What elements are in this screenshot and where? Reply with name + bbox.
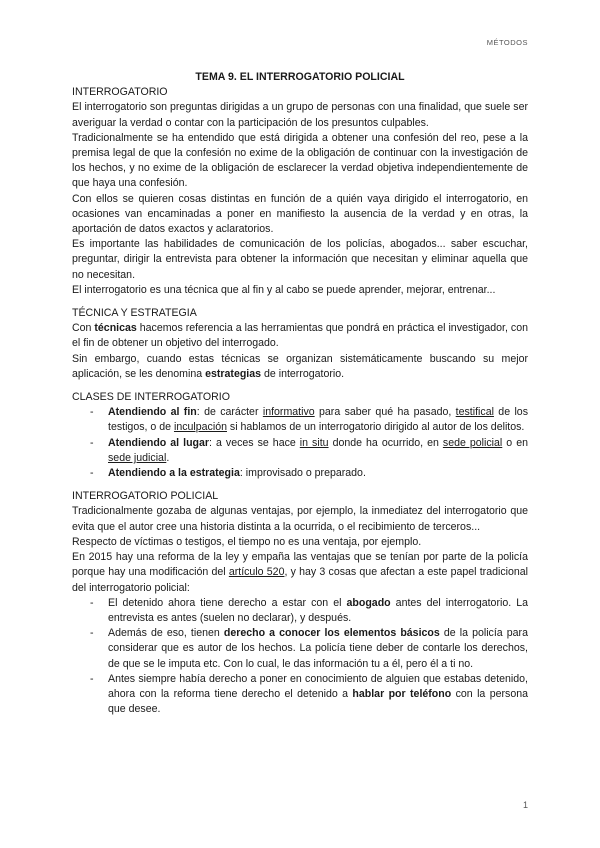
section-heading-interrogatorio: INTERROGATORIO — [72, 86, 168, 99]
paragraph: Con técnicas hacemos referencia a las herramientas que pondrá en práctica el investigador, con el fin de obtener un objetivo del interrogado. — [72, 322, 528, 350]
paragraph: Con ellos se quieren cosas distintas en función de a quién vaya dirigido el interrogatorio, en ocasiones van encaminadas a poner en manifiesto la ausencia de la verdad y en otras, la aportación de datos exactos y aclaratorios. — [72, 192, 528, 236]
list-item: - Además de eso, tienen derecho a conocer los elementos básicos de la policía para considerar que es autor de los hechos. La policía tiene deber de contarle los derechos, de que se le imputa etc. Con lo cual, le das información tu a él, pero él a ti no. — [90, 627, 528, 670]
page-number: 1 — [522, 800, 528, 810]
list-item: - Atendiendo al fin: de carácter informativo para saber qué ha pasado, testifical de los testigos, o de inculpación si hablamos de un interrogatorio dirigido al autor de los delitos. — [90, 406, 528, 434]
running-header: MÉTODOS — [486, 38, 528, 47]
paragraph: En 2015 hay una reforma de la ley y empaña las ventajas que se tenían por parte de la policía porque hay una modificación del artículo 520, y hay 3 cosas que afectan a este papel tradicional del interrogatorio policial: — [72, 551, 529, 594]
list-item: - Antes siempre había derecho a poner en conocimiento de alguien que estabas detenido, ahora con la reforma tiene derecho el detenido a hablar por teléfono con la persona que desee. — [90, 672, 528, 716]
list-item: - Atendiendo a la estrategia: improvisado o preparado. — [90, 467, 366, 480]
list-clases — [72, 405, 528, 481]
section-heading-policial: INTERROGATORIO POLICIAL — [72, 490, 219, 503]
paragraph: Respecto de víctimas o testigos, el tiempo no es una ventaja, por ejemplo. — [72, 535, 422, 548]
list-item: - El detenido ahora tiene derecho a estar con el abogado antes del interrogatorio. La entrevista es antes (suelen no declarar), y después. — [90, 596, 528, 624]
section-heading-tecnica: TÉCNICA Y ESTRATEGIA — [72, 307, 197, 320]
paragraph: El interrogatorio son preguntas dirigidas a un grupo de personas con una finalidad, que suele ser averiguar la verdad o contar con la participación de los presuntos culpables. — [72, 101, 528, 129]
paragraph: Tradicionalmente gozaba de algunas ventajas, por ejemplo, la inmediatez del interrogatorio que evita que el autor cree una historia distinta a la ocurrida, o el recibimiento de terceros... — [72, 505, 528, 533]
document-title: TEMA 9. EL INTERROGATORIO POLICIAL — [195, 71, 405, 83]
paragraph: Sin embargo, cuando estas técnicas se organizan sistemáticamente buscando su mejor aplicación, se les denomina estrategias de interrogatorio. — [72, 352, 528, 380]
list-item: - Atendiendo al lugar: a veces se hace in situ donde ha ocurrido, en sede policial o en sede judicial. — [90, 436, 528, 464]
paragraph: Tradicionalmente se ha entendido que está dirigida a obtener una confesión del reo, pese a la premisa legal de que la confesión no exime de la obligación de continuar con la investigación de los hechos, y no exime de la obligación de esclarecer la verdad objetiva independientemente de que haya una confesión. — [72, 131, 528, 190]
document-body — [72, 70, 528, 717]
section-heading-clases: CLASES DE INTERROGATORIO — [72, 391, 230, 404]
paragraph: El interrogatorio es una técnica que al fin y al cabo se puede aprender, mejorar, entrenar... — [72, 283, 496, 296]
list-cambios — [72, 596, 528, 718]
paragraph: Es importante las habilidades de comunicación de los policías, abogados... saber escuchar, preguntar, dirigir la entrevista para obtener la información que necesitan y eliminar aquella que no necesitan. — [72, 238, 528, 281]
